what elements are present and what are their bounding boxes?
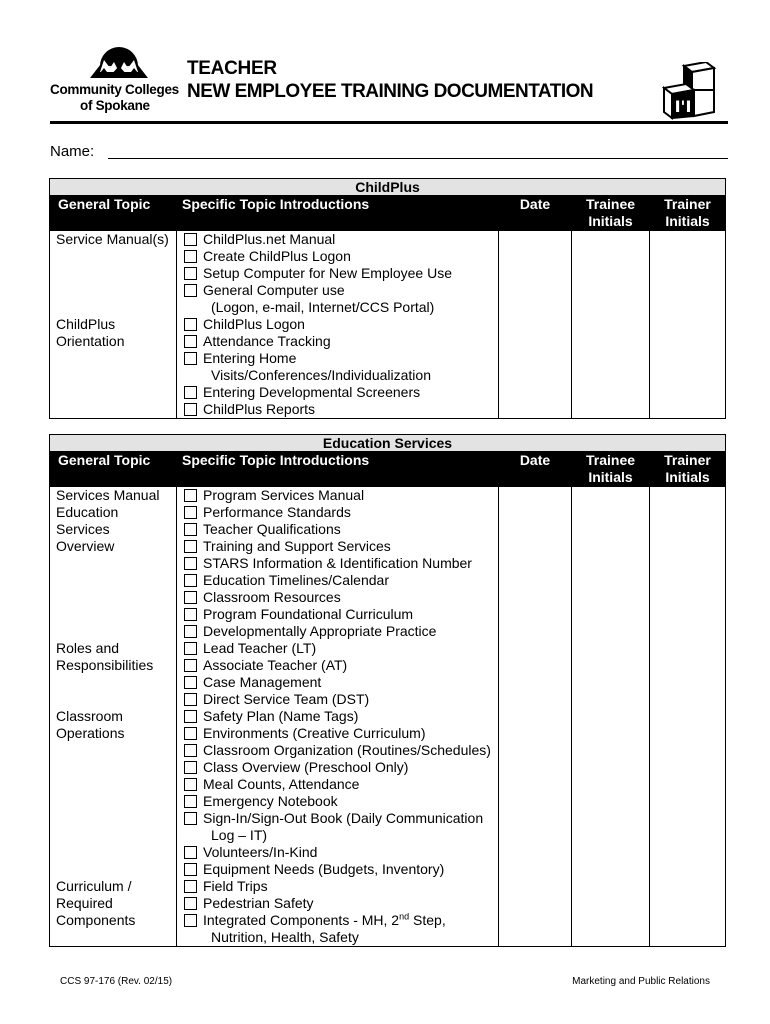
topic-checkbox[interactable] — [184, 880, 197, 893]
topic-item — [177, 725, 498, 742]
topic-checkbox[interactable] — [184, 693, 197, 706]
general-topic-label: Orientation — [56, 333, 125, 349]
topic-checkbox[interactable] — [184, 352, 197, 365]
topic-item-label: Create ChildPlus Logon — [203, 248, 351, 264]
general-topic-label: Components — [56, 912, 136, 928]
trainee-initials-cell[interactable] — [572, 231, 650, 419]
general-topic-label: Classroom — [56, 708, 123, 724]
topic-item — [177, 759, 498, 776]
topic-checkbox[interactable] — [184, 914, 197, 927]
specific-topic-header: Specific Topic Introductions — [177, 196, 499, 231]
org-name-line1: Community Colleges — [50, 82, 179, 97]
topic-checkbox[interactable] — [184, 233, 197, 246]
section-body-row — [50, 231, 726, 419]
topic-item — [177, 606, 498, 623]
topic-checkbox[interactable] — [184, 403, 197, 416]
topic-checkbox[interactable] — [184, 386, 197, 399]
trainee-initials-header: Trainee Initials — [572, 196, 650, 231]
topic-checkbox[interactable] — [184, 812, 197, 825]
date-header: Date — [499, 452, 572, 487]
topic-checkbox[interactable] — [184, 761, 197, 774]
topic-item — [177, 350, 498, 384]
topic-item — [177, 810, 498, 844]
svg-text:↑: ↑ — [695, 72, 711, 93]
topic-item — [177, 844, 498, 861]
topic-checkbox[interactable] — [184, 795, 197, 808]
mountain-logo-icon — [90, 42, 148, 82]
topic-checkbox[interactable] — [184, 625, 197, 638]
topic-checkbox[interactable] — [184, 642, 197, 655]
topic-checkbox[interactable] — [184, 659, 197, 672]
topic-item-label: Safety Plan (Name Tags) — [203, 708, 359, 724]
topic-item-label: Field Trips — [203, 878, 268, 894]
topic-checkbox[interactable] — [184, 727, 197, 740]
general-topic-label: Roles and — [56, 640, 120, 656]
name-label: Name: — [50, 143, 95, 160]
ccs-logo — [50, 42, 182, 114]
toy-blocks-icon — [662, 62, 718, 125]
topic-item-label: Training and Support Services — [203, 538, 391, 554]
department-label: Marketing and Public Relations — [572, 976, 710, 987]
specific-topics-cell — [177, 487, 499, 947]
date-header: Date — [499, 196, 572, 231]
topic-item-label: Integrated Components - MH, 2nd Step, Nutrition, Health, Safety — [203, 911, 446, 945]
trainer-initials-cell[interactable] — [650, 487, 726, 947]
topic-checkbox[interactable] — [184, 574, 197, 587]
topic-checkbox[interactable] — [184, 863, 197, 876]
svg-text:I'I: I'I — [674, 97, 692, 116]
topic-item-label: ChildPlus Reports — [203, 401, 316, 417]
general-topic-label: ChildPlus — [56, 316, 116, 332]
date-cell[interactable] — [499, 231, 572, 419]
topic-item — [177, 248, 498, 265]
general-topic-label: Services — [56, 521, 110, 537]
general-topic-header: General Topic — [50, 196, 177, 231]
date-cell[interactable] — [499, 487, 572, 947]
topic-item-label: Program Foundational Curriculum — [203, 606, 414, 622]
section-title: Education Services — [50, 435, 726, 452]
general-topic-header: General Topic — [50, 452, 177, 487]
topic-item — [177, 231, 498, 248]
topic-item-label: Equipment Needs (Budgets, Inventory) — [203, 861, 445, 877]
topic-checkbox[interactable] — [184, 846, 197, 859]
topic-item-label: Classroom Resources — [203, 589, 341, 605]
topic-item-label: Entering Home Visits/Conferences/Individualization — [203, 350, 431, 383]
trainee-initials-cell[interactable] — [572, 487, 650, 947]
topic-item — [177, 691, 498, 708]
topic-item — [177, 640, 498, 657]
topic-item-label: Classroom Organization (Routines/Schedules) — [203, 742, 491, 758]
general-topic-label: Education — [56, 504, 119, 520]
topic-checkbox[interactable] — [184, 250, 197, 263]
topic-item — [177, 521, 498, 538]
topic-item-label: Direct Service Team (DST) — [203, 691, 370, 707]
topic-item-label: ChildPlus Logon — [203, 316, 305, 332]
topic-item — [177, 487, 498, 504]
general-topic-label: Required — [56, 895, 113, 911]
topic-item — [177, 316, 498, 333]
topic-item — [177, 674, 498, 691]
topic-item-label: Performance Standards — [203, 504, 351, 520]
section-title: ChildPlus — [50, 179, 726, 196]
name-input-line[interactable] — [108, 158, 728, 159]
topic-item-label: Emergency Notebook — [203, 793, 338, 809]
topic-item — [177, 623, 498, 640]
topic-checkbox[interactable] — [184, 506, 197, 519]
general-topic-cell — [50, 231, 177, 419]
topic-item — [177, 878, 498, 895]
topic-checkbox[interactable] — [184, 591, 197, 604]
topic-checkbox[interactable] — [184, 778, 197, 791]
topic-checkbox[interactable] — [184, 557, 197, 570]
topic-item — [177, 572, 498, 589]
topic-checkbox[interactable] — [184, 318, 197, 331]
specific-topics-cell — [177, 231, 499, 419]
topic-item-label: ChildPlus.net Manual — [203, 231, 336, 247]
form-number: CCS 97-176 (Rev. 02/15) — [60, 976, 173, 987]
topic-item — [177, 912, 498, 946]
specific-topic-header: Specific Topic Introductions — [177, 452, 499, 487]
topic-checkbox[interactable] — [184, 540, 197, 553]
topic-item-label: STARS Information & Identification Number — [203, 555, 472, 571]
topic-item-label: Setup Computer for New Employee Use — [203, 265, 452, 281]
topic-item-label: Sign-In/Sign-Out Book (Daily Communication Log – IT) — [203, 810, 484, 843]
topic-item-label: Pedestrian Safety — [203, 895, 314, 911]
general-topic-cell — [50, 487, 177, 947]
topic-item-label: Volunteers/In-Kind — [203, 844, 318, 860]
topic-item-label: Lead Teacher (LT) — [203, 640, 317, 656]
org-name-line2: of Spokane — [80, 98, 150, 113]
general-topic-label: Operations — [56, 725, 125, 741]
topic-item — [177, 708, 498, 725]
page-title-line2: NEW EMPLOYEE TRAINING DOCUMENTATION — [187, 81, 594, 102]
topic-checkbox[interactable] — [184, 710, 197, 723]
topic-checkbox[interactable] — [184, 523, 197, 536]
topic-item-label: Class Overview (Preschool Only) — [203, 759, 409, 775]
topic-item — [177, 333, 498, 350]
topic-item-label: Meal Counts, Attendance — [203, 776, 360, 792]
topic-item-label: Associate Teacher (AT) — [203, 657, 348, 673]
topic-item — [177, 504, 498, 521]
education-services-section-table — [49, 434, 726, 947]
topic-item — [177, 895, 498, 912]
topic-item-label: Teacher Qualifications — [203, 521, 341, 537]
trainer-initials-header: Trainer Initials — [650, 452, 726, 487]
topic-item — [177, 384, 498, 401]
topic-item-label: Entering Developmental Screeners — [203, 384, 421, 400]
topic-checkbox[interactable] — [184, 284, 197, 297]
topic-checkbox[interactable] — [184, 489, 197, 502]
topic-checkbox[interactable] — [184, 744, 197, 757]
topic-item — [177, 742, 498, 759]
childplus-section-table — [49, 178, 726, 419]
trainee-initials-header: Trainee Initials — [572, 452, 650, 487]
topic-item-label: Program Services Manual — [203, 487, 365, 503]
trainer-initials-header: Trainer Initials — [650, 196, 726, 231]
topic-checkbox[interactable] — [184, 335, 197, 348]
topic-item — [177, 776, 498, 793]
topic-item-label: Attendance Tracking — [203, 333, 331, 349]
section-body-row — [50, 487, 726, 947]
topic-item — [177, 401, 498, 418]
topic-item — [177, 861, 498, 878]
general-topic-label: Responsibilities — [56, 657, 154, 673]
general-topic-label: Service Manual(s) — [56, 231, 169, 247]
page-title-line1: TEACHER — [187, 58, 277, 79]
topic-item — [177, 657, 498, 674]
topic-item — [177, 538, 498, 555]
topic-item — [177, 282, 498, 316]
general-topic-label: Overview — [56, 538, 115, 554]
topic-item — [177, 555, 498, 572]
topic-checkbox[interactable] — [184, 267, 197, 280]
topic-item — [177, 589, 498, 606]
header-rule — [50, 121, 728, 124]
topic-checkbox[interactable] — [184, 897, 197, 910]
topic-item-label: Case Management — [203, 674, 322, 690]
trainer-initials-cell[interactable] — [650, 231, 726, 419]
topic-item-label: Developmentally Appropriate Practice — [203, 623, 437, 639]
general-topic-label: Curriculum / — [56, 878, 132, 894]
topic-checkbox[interactable] — [184, 676, 197, 689]
topic-item-label: General Computer use (Logon, e-mail, Internet/CCS Portal) — [203, 282, 435, 315]
topic-item — [177, 265, 498, 282]
topic-item — [177, 793, 498, 810]
general-topic-label: Services Manual — [56, 487, 160, 503]
topic-item-label: Environments (Creative Curriculum) — [203, 725, 426, 741]
topic-checkbox[interactable] — [184, 608, 197, 621]
topic-item-label: Education Timelines/Calendar — [203, 572, 389, 588]
